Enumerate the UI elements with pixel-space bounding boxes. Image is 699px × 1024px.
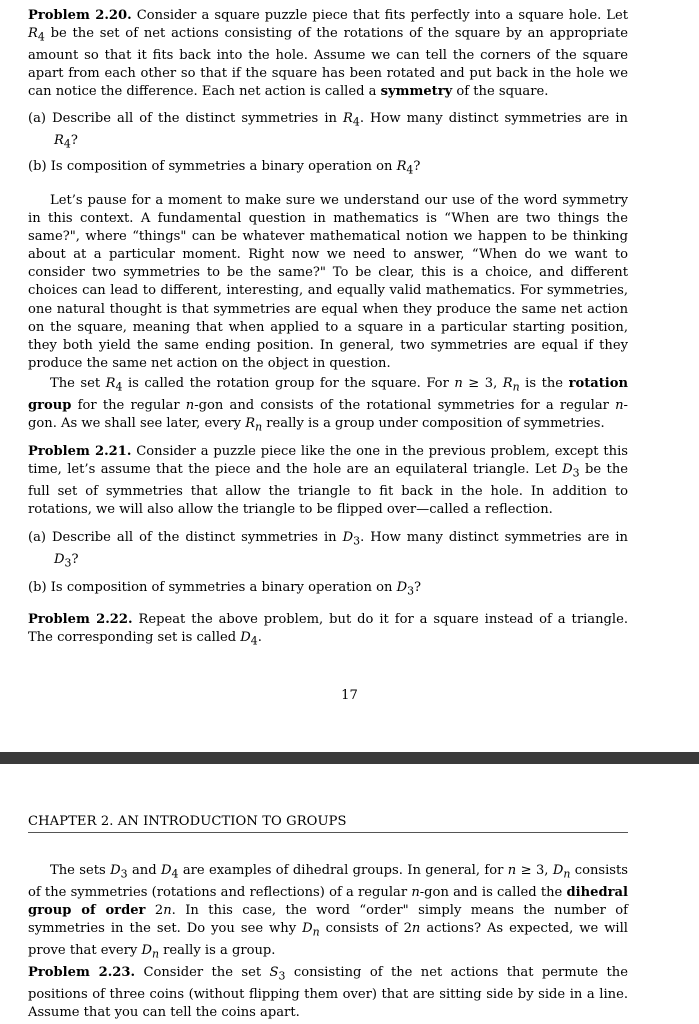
text: really is a group under composition of symmetries. <box>262 415 605 431</box>
math: D <box>552 863 564 878</box>
math-subscript: 4 <box>63 137 71 151</box>
math-subscript: 4 <box>37 30 45 44</box>
math-subscript: 4 <box>406 163 414 177</box>
text: Consider a square puzzle piece that fits perfectly into a square hole. Let <box>131 8 628 23</box>
problem-2-20-part-b <box>28 158 628 180</box>
math: R <box>54 132 64 148</box>
text: ≥ 3, <box>462 376 503 391</box>
text: -gon and consists of the rotational symmetries for a regular <box>194 397 616 413</box>
math-subscript: n <box>312 925 320 939</box>
text: (a) Describe all of the distinct symmetries in <box>28 111 344 126</box>
text: . In this case, the word “order" simply means the number of symmetries in the set. Do you see why <box>28 902 628 936</box>
text: consists of the symmetries (rotations and reflections) of a regular <box>28 863 629 900</box>
math: D <box>396 580 408 595</box>
text: are examples of dihedral groups. In general, for <box>178 863 508 878</box>
math: n <box>507 863 517 878</box>
math-subscript: 3 <box>572 466 580 480</box>
math: n <box>163 902 172 918</box>
page-separator <box>0 752 699 764</box>
math-subscript: 4 <box>250 634 258 648</box>
text: ? <box>70 132 78 148</box>
problem-2-21-part-b <box>28 579 628 601</box>
problem-label: Problem 2.21. <box>28 444 132 459</box>
text: and <box>127 863 161 878</box>
math: n <box>615 397 624 413</box>
problem-2-21 <box>28 443 628 519</box>
text: Consider the set <box>135 965 270 980</box>
text: (b) Is composition of symmetries a binary operation on <box>28 580 397 595</box>
math: R <box>28 26 38 42</box>
text: ? <box>71 551 79 567</box>
text: really is a group. <box>159 942 276 958</box>
math-subscript: 3 <box>64 556 72 570</box>
text: consisting of the net actions that permute the positions of three coins (without flipping them over) that are sitting side by side in a line. Assume that you can tell the coins apart. <box>28 965 628 1020</box>
text: actions? As expected, we will prove that every <box>28 920 628 958</box>
text: (b) Is composition of symmetries a binary operation on <box>28 159 397 174</box>
math: D <box>160 863 172 878</box>
text: of the square. <box>452 83 549 99</box>
problem-2-20 <box>28 7 628 101</box>
text: is called the rotation group for the square. For <box>122 376 455 391</box>
math: n <box>185 397 195 413</box>
paragraph-symmetry-discussion <box>28 192 628 373</box>
math: n <box>411 920 421 936</box>
math: R <box>105 376 116 391</box>
text: -gon and is called the <box>419 884 567 900</box>
text: The set <box>50 376 106 391</box>
term-rotation-group: rotation group <box>28 376 629 413</box>
paragraph-dihedral-groups <box>28 862 628 963</box>
text: Consider a puzzle piece like the one in the previous problem, except this time, let’s assume that the piece and the hole are an equilateral triangle. Let <box>28 444 628 478</box>
math-subscript: n <box>255 420 263 434</box>
math: D <box>110 863 121 878</box>
text: The sets <box>50 863 111 878</box>
math: R <box>245 415 256 431</box>
text: for the regular <box>71 397 186 413</box>
math-subscript: 3 <box>278 969 286 983</box>
text: . <box>257 630 262 646</box>
math: S <box>269 965 279 980</box>
math: R <box>502 376 513 391</box>
term-dihedral-group: dihedral group of order <box>28 884 628 918</box>
math: D <box>240 630 251 646</box>
text: -gon. As we shall see later, every <box>28 397 628 431</box>
problem-label: Problem 2.20. <box>28 8 132 23</box>
text: be the full set of symmetries that allow the triangle to fit back in the hole. In addition to rotations, we will also allow the triangle to be flipped over—called a reflection. <box>28 462 628 517</box>
math-subscript: n <box>512 380 520 394</box>
problem-label: Problem 2.23. <box>28 965 136 980</box>
text: 2 <box>145 902 164 918</box>
problem-2-22 <box>28 611 628 651</box>
math: R <box>396 159 407 174</box>
math: D <box>54 551 65 567</box>
math-subscript: n <box>563 867 571 881</box>
text: ? <box>413 159 421 174</box>
text: is the <box>519 376 569 391</box>
text: be the set of net actions consisting of the rotations of the square by an appropriate amount so that it fits back into the hole. Assume we can tell the corners of the square apart from each other so that if the square has been rotated and put back in the hole we can notice the difference. Each net action is called a <box>28 26 628 99</box>
problem-2-21-part-a <box>28 529 628 572</box>
text: Repeat the above problem, but do it for a square instead of a triangle. The corresponding set is called <box>28 612 628 646</box>
math: R <box>343 111 353 126</box>
text: (a) Describe all of the distinct symmetries in <box>28 530 343 545</box>
math-subscript: 4 <box>115 380 123 394</box>
text: . How many distinct symmetries are in <box>360 530 628 545</box>
problem-label: Problem 2.22. <box>28 612 133 627</box>
math: D <box>302 920 313 936</box>
page-number: 17 <box>341 688 358 703</box>
math-subscript: 4 <box>352 115 360 129</box>
math: n <box>454 376 463 391</box>
term-symmetry: symmetry <box>380 83 453 99</box>
math: D <box>141 942 152 958</box>
text: ? <box>414 580 422 595</box>
math: n <box>411 884 420 900</box>
math-subscript: 3 <box>407 584 415 598</box>
math-subscript: 3 <box>120 867 128 881</box>
paragraph-text: Let’s pause for a moment to make sure we understand our use of the word symmetry in this context. A fundamental question in mathematics is “When are two things the same?", where “things" can be whatever mathematical notion we happen to be thinking about at a particular moment. Right now we need to answer, “When do we want to consider two symmetries to be the same?" To be clear, this is a choice, and different choices can lead to different, interesting, and equally valid mathematics. For symmetries, one natural thought is that symmetries are equal when they produce the same net action on the square, meaning that when applied to a square in a particular starting position, they both yield the same ending position. In general, two symmetries are equal if they produce the same net action on the object in question. <box>28 193 628 371</box>
problem-2-23 <box>28 964 628 1022</box>
problem-2-20-part-a <box>28 110 628 153</box>
math: D <box>562 462 573 478</box>
text: ≥ 3, <box>516 863 553 878</box>
math-subscript: 4 <box>171 867 179 881</box>
text: consists of 2 <box>319 920 412 936</box>
text: . How many distinct symmetries are in <box>359 111 628 126</box>
math: D <box>342 530 354 545</box>
math-subscript: n <box>151 947 160 961</box>
math-subscript: 3 <box>353 534 361 548</box>
chapter-header: CHAPTER 2. AN INTRODUCTION TO GROUPS <box>28 814 628 833</box>
paragraph-rotation-group <box>28 375 628 437</box>
